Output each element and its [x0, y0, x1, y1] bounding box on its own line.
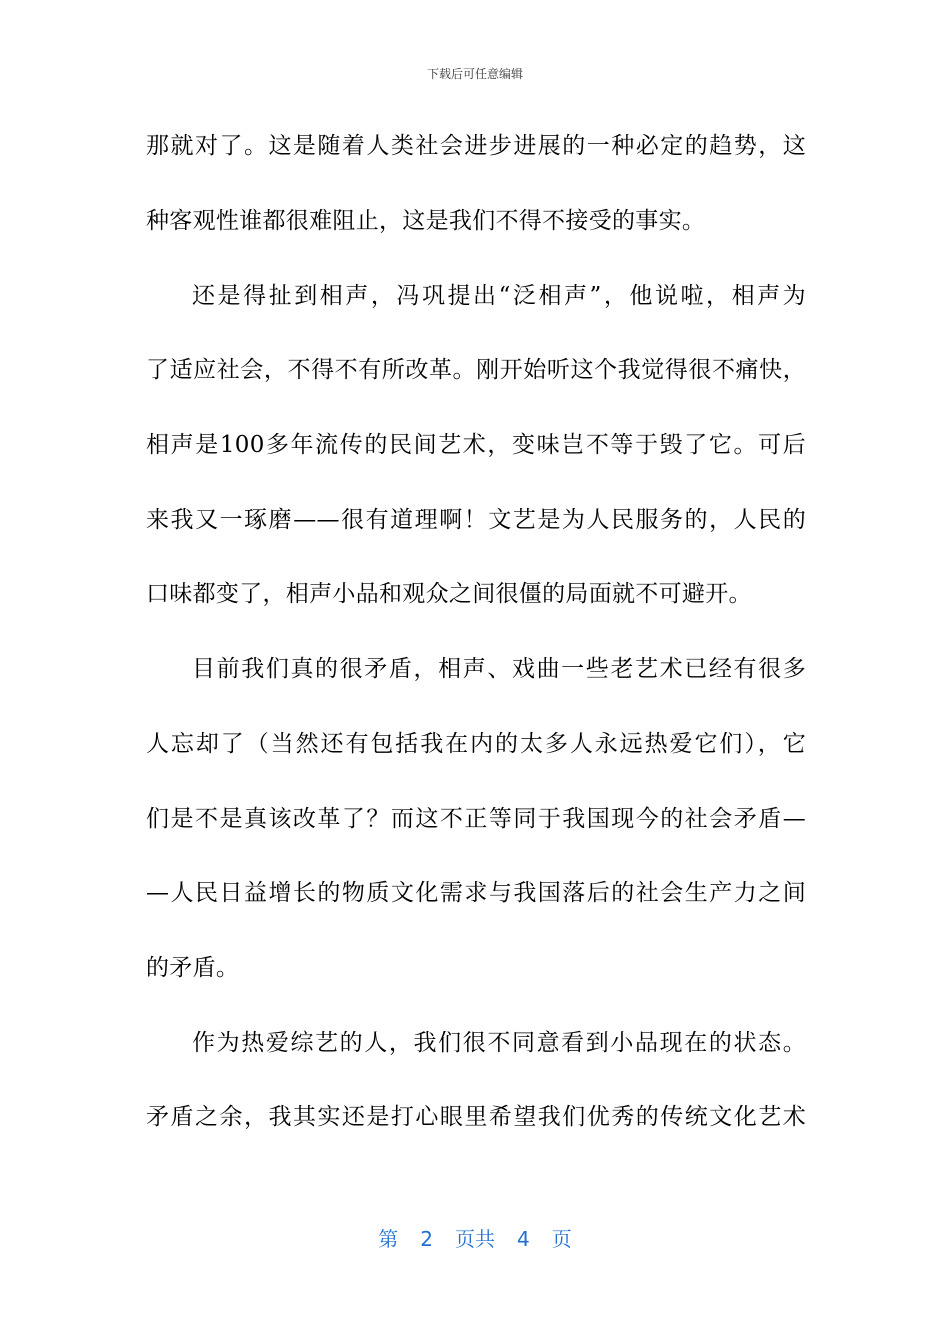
text-line: 种客观性谁都很难阻止，这是我们不得不接受的事实。	[146, 208, 706, 234]
paragraph-first-line: 目前我们真的很矛盾，相声、戏曲一些老艺术已经有很多	[192, 656, 806, 682]
text-line: 口味都变了，相声小品和观众之间很僵的局面就不可避开。	[146, 581, 752, 607]
text-line: 相声是100多年流传的民间艺术，变味岂不等于毁了它。可后	[146, 432, 806, 458]
text-line: —人民日益增长的物质文化需求与我国落后的社会生产力之间	[146, 880, 806, 906]
paragraph-first-line: 作为热爱综艺的人，我们很不同意看到小品现在的状态。	[192, 1030, 806, 1056]
footer-page-number: 2	[420, 1227, 433, 1251]
text-line: 来我又一琢磨——很有道理啊！文艺是为人民服务的，人民的	[146, 507, 806, 533]
footer-middle: 页共	[455, 1227, 495, 1251]
footer-prefix: 第	[378, 1227, 399, 1251]
text-line: 了适应社会，不得不有所改革。刚开始听这个我觉得很不痛快，	[146, 357, 806, 383]
page-footer	[0, 1225, 950, 1253]
paragraph-first-line: 还是得扯到相声，冯巩提出“泛相声”，他说啦，相声为	[192, 283, 806, 309]
text-line: 那就对了。这是随着人类社会进步进展的一种必定的趋势，这	[146, 133, 806, 159]
footer-total-pages: 4	[517, 1227, 530, 1251]
text-line: 矛盾之余，我其实还是打心眼里希望我们优秀的传统文化艺术	[146, 1104, 806, 1130]
footer-suffix: 页	[551, 1227, 572, 1251]
text-line: 们是不是真该改革了？而这不正等同于我国现今的社会矛盾—	[146, 806, 806, 832]
text-line: 的矛盾。	[146, 955, 240, 981]
header-note: 下载后可任意编辑	[426, 67, 523, 81]
text-line: 人忘却了（当然还有包括我在内的太多人永远热爱它们），它	[146, 731, 806, 757]
